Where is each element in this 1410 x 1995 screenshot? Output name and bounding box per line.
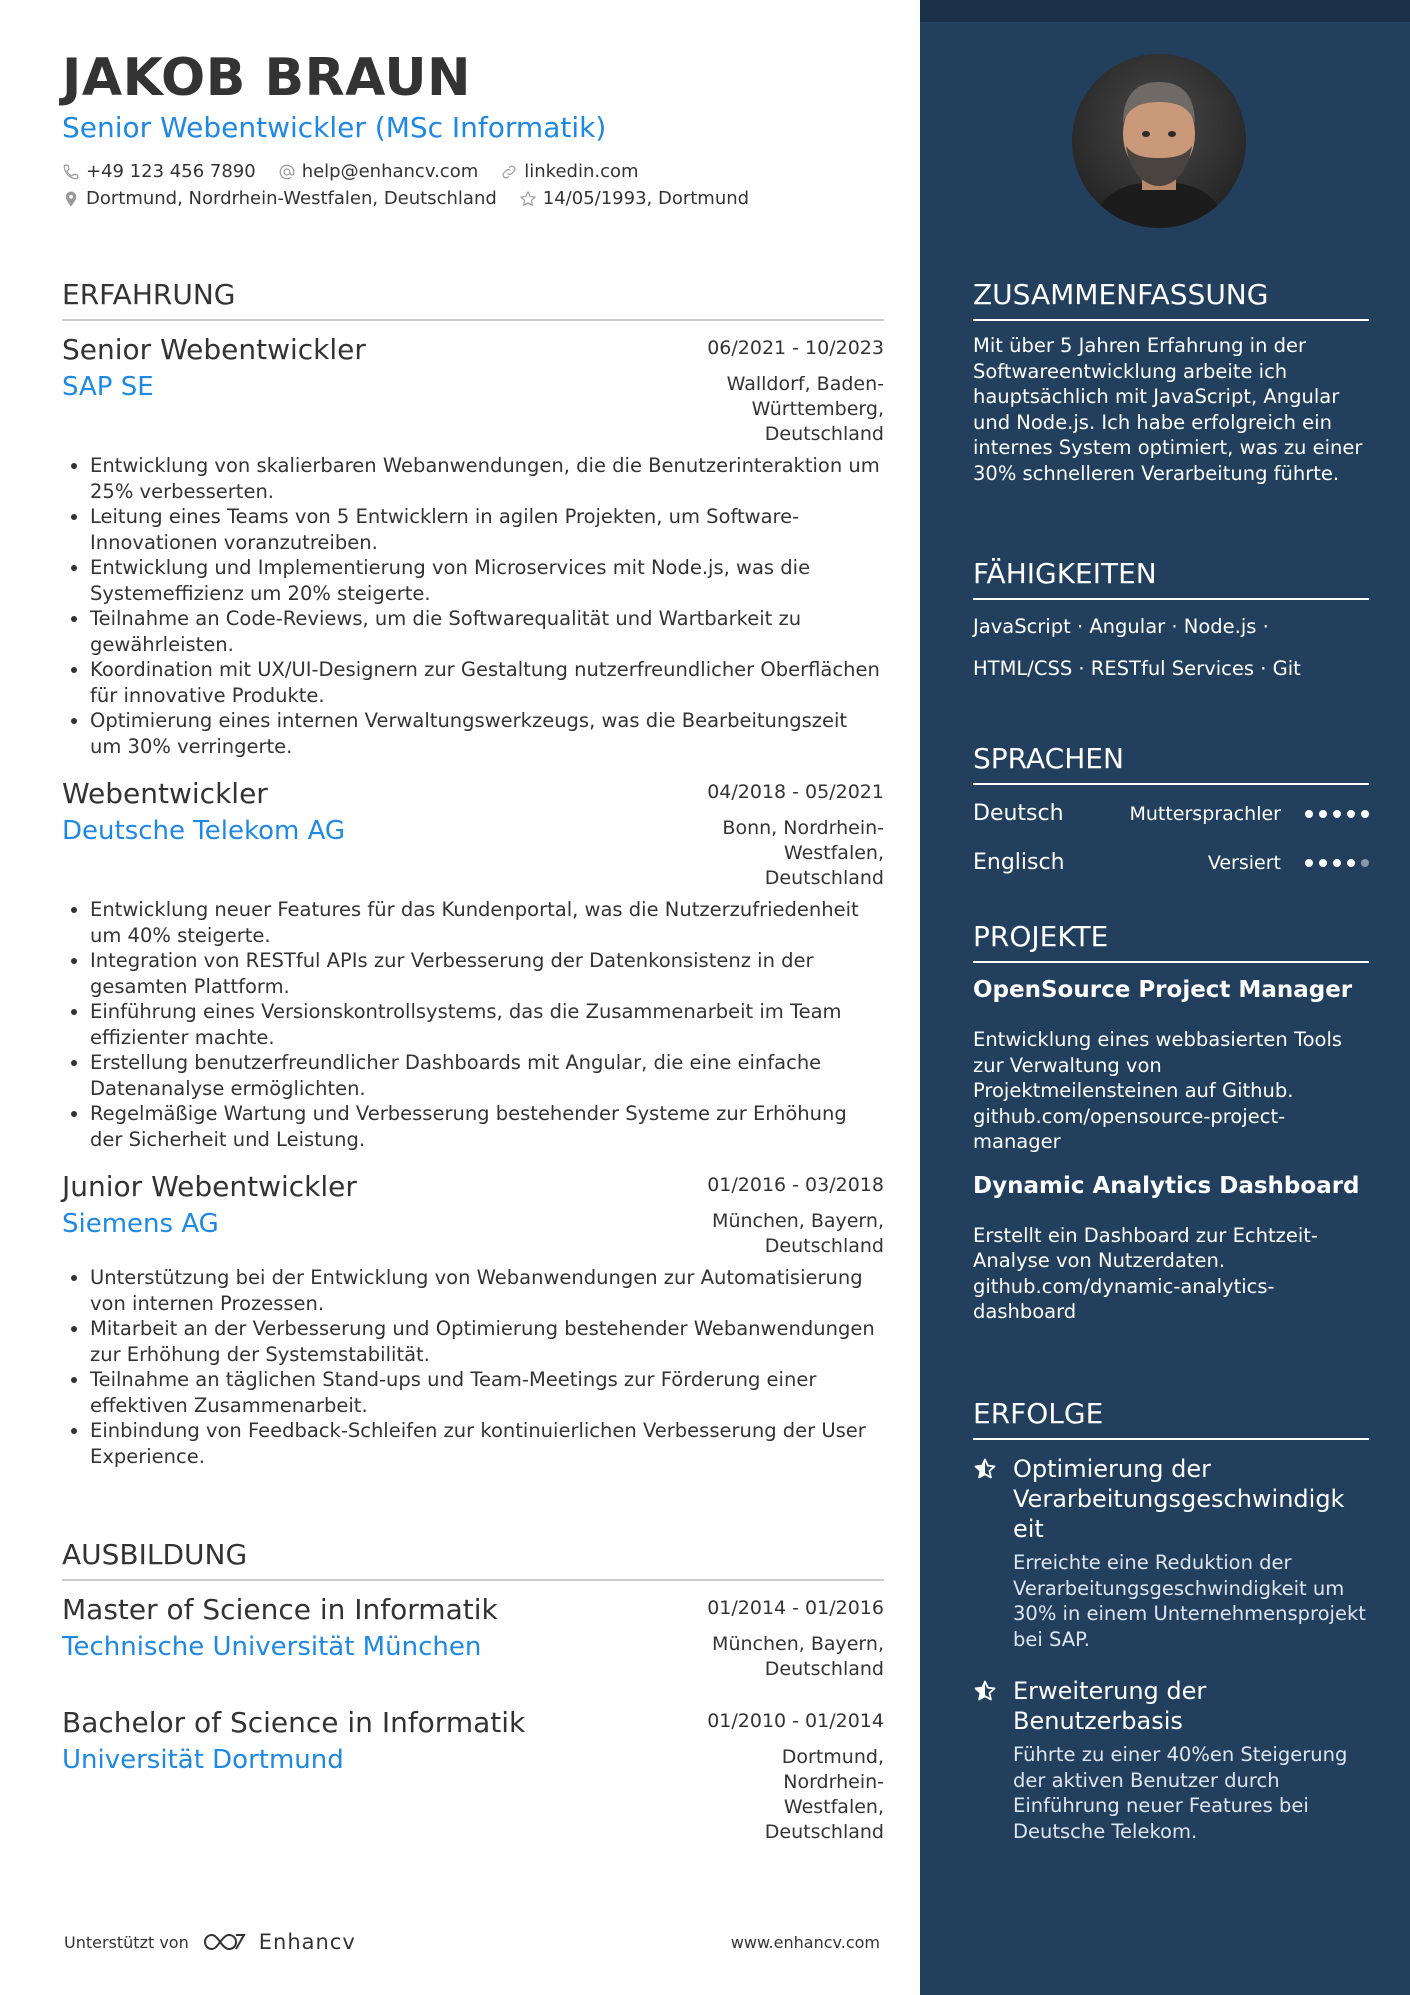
school-location: München, Bayern, Deutschland: [712, 1633, 884, 1680]
rating-dot: [1305, 810, 1313, 818]
link-icon: [500, 163, 518, 181]
skills-line: HTML/CSS · RESTful Services · Git: [973, 657, 1301, 680]
rating-dot: [1361, 859, 1369, 867]
education-title: AUSBILDUNG: [62, 1538, 884, 1581]
achievements-section: [973, 1397, 1369, 1844]
job-company: Siemens AG: [62, 1209, 219, 1239]
location-pin-icon: [62, 190, 80, 208]
job-bullets: [62, 897, 884, 1152]
language-name: Deutsch: [973, 801, 1064, 826]
summary-text: Mit über 5 Jahren Erfahrung in der Softwareentwicklung arbeite ich hauptsächlich mit JavaScript, Angular und Node.js. Ich habe erfolgreich ein internes System optimiert, was zu einer 30% schnelleren Verarbeitung führte.: [973, 334, 1363, 485]
project-name: Dynamic Analytics Dashboard: [973, 1172, 1360, 1199]
contact-row-1: [62, 158, 884, 185]
education-date: 01/2010 - 01/2014: [707, 1710, 884, 1732]
bullet-item: • Einbindung von Feedback-Schleifen zur kontinuierlichen Verbesserung der User Experience.: [90, 1418, 884, 1469]
powered-by: [64, 1930, 356, 1954]
location-text: Dortmund, Nordrhein-Westfalen, Deutschland: [86, 188, 497, 210]
avatar-portrait-icon: [1072, 54, 1246, 228]
sidebar: [920, 0, 1410, 1995]
achievements-title: ERFOLGE: [973, 1397, 1369, 1440]
resume-header: [62, 50, 884, 212]
job-entry-sap: [62, 333, 884, 759]
bullet-item: • Entwicklung neuer Features für das Kundenportal, was die Nutzerzufriedenheit um 40% steigerte.: [90, 897, 884, 948]
job-date: 04/2018 - 05/2021: [707, 781, 884, 803]
linkedin-text[interactable]: linkedin.com: [524, 161, 639, 183]
job-entry-siemens: [62, 1170, 884, 1469]
project-item: [973, 977, 1369, 1155]
school-name: Technische Universität München: [62, 1632, 482, 1662]
project-item: [973, 1173, 1369, 1325]
job-role: Webentwickler: [62, 777, 268, 810]
bullet-item: • Teilnahme an täglichen Stand-ups und Team-Meetings zur Förderung einer effektiven Zusammenarbeit.: [90, 1367, 884, 1418]
enhancv-logo-icon: [201, 1931, 247, 1953]
achievement-item: [973, 1454, 1369, 1652]
rating-dot: [1319, 810, 1327, 818]
language-level: Muttersprachler: [1129, 802, 1281, 825]
at-icon: [278, 163, 296, 181]
job-date: 01/2016 - 03/2018: [707, 1174, 884, 1196]
job-role: Senior Webentwickler: [62, 333, 366, 366]
language-rating: [1305, 810, 1369, 818]
skills-list: [973, 606, 1369, 690]
bullet-item: • Regelmäßige Wartung und Verbesserung bestehender Systeme zur Erhöhung der Sicherheit und Leistung.: [90, 1101, 884, 1152]
star-half-icon: [973, 1457, 997, 1481]
achievement-title: Optimierung der Verarbeitungsgeschwindigk eit: [1013, 1455, 1345, 1543]
bullet-item: • Entwicklung und Implementierung von Microservices mit Node.js, was die Systemeffizienz um 20% steigerte.: [90, 555, 884, 606]
candidate-headline: Senior Webentwickler (MSc Informatik): [62, 111, 607, 145]
candidate-name: JAKOB BRAUN: [62, 48, 472, 108]
job-bullets: [62, 453, 884, 759]
job-bullets: [62, 1265, 884, 1469]
phone-contact: [62, 158, 256, 185]
bullet-item: • Leitung eines Teams von 5 Entwicklern in agilen Projekten, um Software-Innovationen voranzutreiben.: [90, 504, 884, 555]
bullet-item: • Optimierung eines internen Verwaltungswerkzeugs, was die Bearbeitungszeit um 30% verringerte.: [90, 708, 884, 759]
project-name: OpenSource Project Manager: [973, 977, 1353, 1003]
projects-section: [973, 920, 1369, 1325]
bullet-item: • Unterstützung bei der Entwicklung von Webanwendungen zur Automatisierung von internen Prozessen.: [90, 1265, 884, 1316]
profile-photo: [1072, 54, 1246, 228]
achievement-icon: [973, 1454, 999, 1652]
experience-section: [62, 278, 884, 1469]
location-contact: [62, 185, 497, 212]
rating-dot: [1319, 859, 1327, 867]
job-company: SAP SE: [62, 372, 154, 402]
language-name: Englisch: [973, 850, 1065, 875]
achievement-item: [973, 1676, 1369, 1844]
rating-dot: [1347, 859, 1355, 867]
job-location: Bonn, Nordrhein- Westfalen, Deutschland: [722, 817, 884, 889]
summary-title: ZUSAMMENFASSUNG: [973, 278, 1369, 321]
school-name: Universität Dortmund: [62, 1745, 344, 1775]
languages-section: [973, 742, 1369, 887]
bullet-item: • Einführung eines Versionskontrollsystems, das die Zusammenarbeit im Team effizienter machte.: [90, 999, 884, 1050]
skills-title: FÄHIGKEITEN: [973, 557, 1369, 600]
achievement-icon: [973, 1676, 999, 1844]
email-text[interactable]: help@enhancv.com: [301, 161, 479, 183]
job-role: Junior Webentwickler: [62, 1170, 357, 1203]
brand-name: Enhancv: [258, 1930, 356, 1954]
project-text: Erstellt ein Dashboard zur Echtzeit-Analyse von Nutzerdaten. github.com/dynamic-analytics-dashboard: [973, 1223, 1318, 1323]
project-text: Entwicklung eines webbasierten Tools zur Verwaltung von Projektmeilensteinen auf Github. github.com/opensource-project-manager: [973, 1028, 1343, 1153]
bullet-item: • Koordination mit UX/UI-Designern zur Gestaltung nutzerfreundlicher Oberflächen für innovative Produkte.: [90, 657, 884, 708]
education-date: 01/2014 - 01/2016: [707, 1597, 884, 1619]
powered-by-text: Unterstützt von: [64, 1932, 189, 1952]
star-icon: [519, 190, 537, 208]
bullet-item: • Teilnahme an Code-Reviews, um die Softwarequalität und Wartbarkeit zu gewährleisten.: [90, 606, 884, 657]
rating-dot: [1347, 810, 1355, 818]
bullet-item: • Erstellung benutzerfreundlicher Dashboards mit Angular, die eine einfache Datenanalyse ermöglichten.: [90, 1050, 884, 1101]
linkedin-contact[interactable]: [500, 158, 638, 185]
star-half-icon: [973, 1679, 997, 1703]
job-location: München, Bayern, Deutschland: [712, 1210, 884, 1257]
contact-info: [62, 158, 884, 212]
achievement-text: Erreichte eine Reduktion der Verarbeitungsgeschwindigkeit um 30% in einem Unternehmensprojekt bei SAP.: [1013, 1551, 1366, 1651]
language-rating: [1305, 859, 1369, 867]
email-contact[interactable]: [278, 158, 479, 185]
projects-title: PROJEKTE: [973, 920, 1369, 963]
sidebar-top-strip: [920, 0, 1410, 22]
job-entry-telekom: [62, 777, 884, 1152]
bullet-item: • Mitarbeit an der Verbesserung und Optimierung bestehender Webanwendungen zur Erhöhung der Systemstabilität.: [90, 1316, 884, 1367]
rating-dot: [1305, 859, 1313, 867]
bullet-item: • Integration von RESTful APIs zur Verbesserung der Datenkonsistenz in der gesamten Plattform.: [90, 948, 884, 999]
bullet-item: • Entwicklung von skalierbaren Webanwendungen, die die Benutzerinteraktion um 25% verbesserten.: [90, 453, 884, 504]
birth-text: 14/05/1993, Dortmund: [542, 188, 750, 210]
language-row-englisch: [973, 838, 1369, 887]
footer-url[interactable]: www.enhancv.com: [730, 1932, 880, 1952]
degree-title: Bachelor of Science in Informatik: [62, 1706, 526, 1739]
skills-line: JavaScript · Angular · Node.js ·: [973, 615, 1269, 638]
job-date: 06/2021 - 10/2023: [707, 337, 884, 359]
language-level: Versiert: [1207, 851, 1281, 874]
rating-dot: [1333, 859, 1341, 867]
rating-dot: [1361, 810, 1369, 818]
languages-title: SPRACHEN: [973, 742, 1369, 785]
contact-row-2: [62, 185, 884, 212]
phone-text: +49 123 456 7890: [86, 161, 256, 183]
phone-icon: [62, 163, 80, 181]
experience-title: ERFAHRUNG: [62, 278, 884, 321]
achievement-text: Führte zu einer 40%en Steigerung der aktiven Benutzer durch Einführung neuer Features bei Deutsche Telekom.: [1013, 1743, 1348, 1843]
summary-section: [973, 278, 1369, 486]
achievement-title: Erweiterung der Benutzerbasis: [1013, 1677, 1207, 1735]
skills-section: [973, 557, 1369, 690]
school-location: Dortmund, Nordrhein- Westfalen, Deutschland: [764, 1746, 884, 1843]
job-company: Deutsche Telekom AG: [62, 816, 346, 846]
language-row-deutsch: [973, 789, 1369, 838]
education-entry-dortmund: [62, 1706, 884, 1845]
job-location: Walldorf, Baden- Württemberg, Deutschland: [726, 373, 884, 445]
rating-dot: [1333, 810, 1341, 818]
education-section: [62, 1538, 884, 1845]
birth-contact: [519, 185, 749, 212]
degree-title: Master of Science in Informatik: [62, 1593, 498, 1626]
page-footer: [64, 1930, 880, 1954]
education-entry-tum: [62, 1593, 884, 1682]
